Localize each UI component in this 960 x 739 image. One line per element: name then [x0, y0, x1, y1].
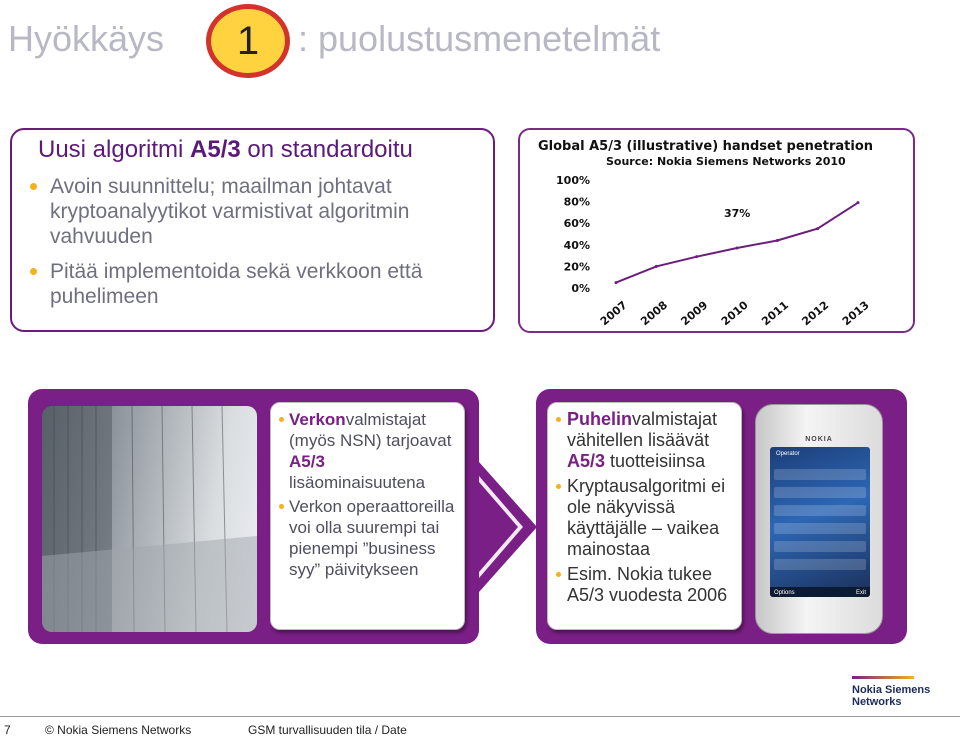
nokia-phone-image [755, 404, 883, 634]
footer-copyright: © Nokia Siemens Networks [45, 723, 192, 737]
info-bullet: Avoin suunnittelu; maailman johtavat kryptoanalyytikot varmistivat algoritmin vahvuuden [12, 174, 493, 249]
phone-card-text: tuotteisiinsa [605, 451, 706, 471]
chart-subtitle: Source: Nokia Siemens Networks 2010 [606, 155, 846, 168]
phone-options-label: Options [774, 590, 795, 596]
info-box-heading [12, 130, 493, 164]
phone-operator-label: Operator [776, 451, 800, 457]
network-photo-illustration [42, 406, 257, 632]
data-point [857, 201, 860, 204]
data-point [655, 265, 658, 268]
x-tick-label: 2010 [718, 298, 751, 329]
data-point [695, 255, 698, 258]
y-tick-label: 60% [563, 217, 590, 231]
slide-title-left: Hyökkäys [8, 18, 165, 59]
phone-card-highlight: Puhelin [567, 409, 633, 429]
y-tick-label: 100% [556, 174, 590, 187]
x-tick-label: 2012 [799, 298, 832, 329]
y-tick-label: 0% [571, 282, 590, 295]
data-point [615, 281, 618, 284]
info-box-bullets [12, 174, 493, 309]
heading-text-bold: A5/3 [190, 136, 241, 163]
data-point [776, 239, 779, 242]
footer-divider [0, 716, 960, 717]
chart-y-axis [556, 174, 590, 295]
chart-title: Global A5/3 (illustrative) handset penetration [538, 139, 874, 154]
x-tick-label: 2009 [678, 298, 711, 329]
phone-exit-label: Exit [855, 590, 866, 596]
step-number: 1 [236, 18, 260, 63]
y-tick-label: 20% [563, 260, 590, 274]
logo-line-2: Networks [852, 696, 902, 708]
footer-presentation-title: GSM turvallisuuden tila / Date [248, 723, 407, 737]
penetration-chart [518, 128, 915, 333]
flow-arrow-icon [479, 462, 537, 592]
x-tick-label: 2007 [597, 298, 630, 329]
phone-vendors-card [547, 402, 742, 630]
nokia-siemens-logo [852, 684, 930, 708]
chart-x-axis [598, 298, 872, 328]
network-card-highlight: A5/3 [289, 452, 325, 471]
chart-svg [520, 130, 913, 331]
heading-text-post: on standardoitu [240, 136, 413, 163]
step-number-badge [206, 4, 290, 78]
heading-text-pre: Uusi algoritmi [38, 136, 191, 163]
phone-screen-row [774, 541, 866, 552]
phone-screen-row [774, 487, 866, 498]
network-card-text: valmistajat (myös NSN) tarjoavat [289, 410, 452, 450]
logo-accent-bar [852, 676, 914, 679]
phone-screen-row [774, 523, 866, 534]
network-card-highlight: Verkon [289, 410, 346, 429]
network-card-bullets [279, 409, 456, 580]
phone-screen-row [774, 505, 866, 516]
phone-card-text: valmistajat vähitellen lisäävät [567, 409, 718, 450]
phone-card-bullet: Kryptausalgoritmi ei ole näkyvissä käyttäjälle – vaikea mainostaa [556, 476, 733, 560]
x-tick-label: 2011 [759, 298, 791, 329]
phone-card-bullet: Esim. Nokia tukee A5/3 vuodesta 2006 [556, 564, 733, 606]
network-card-bullet [279, 409, 456, 493]
info-bullet: Pitää implementoida sekä verkkoon että puhelimeen [12, 259, 493, 309]
phone-softkey-bar [770, 587, 870, 597]
phone-screen-row [774, 559, 866, 570]
footer-page-number: 7 [4, 723, 11, 737]
network-equipment-photo [42, 406, 257, 632]
phone-card-highlight: A5/3 [567, 451, 606, 471]
network-card-text: lisäominaisuutena [289, 473, 426, 492]
phone-card-bullets [556, 409, 733, 606]
phone-screen-row [774, 469, 866, 480]
standard-info-box [10, 128, 495, 332]
network-vendors-card [270, 402, 465, 630]
x-tick-label: 2013 [839, 298, 872, 329]
phone-card-bullet [556, 409, 733, 472]
y-tick-label: 80% [563, 195, 590, 209]
slide-title-right: : puolustusmenetelmät [298, 18, 661, 59]
data-point [816, 227, 819, 230]
data-point [736, 247, 739, 250]
logo-line-1: Nokia Siemens [852, 684, 931, 696]
x-tick-label: 2008 [638, 298, 670, 329]
network-card-bullet: Verkon operaattoreilla voi olla suurempi tai pienempi ”business syy” päivitykseen [279, 496, 456, 580]
chart-annotation: 37% [724, 207, 751, 220]
y-tick-label: 40% [563, 238, 590, 252]
phone-screen [770, 447, 870, 597]
phone-brand-label: NOKIA [805, 436, 833, 443]
